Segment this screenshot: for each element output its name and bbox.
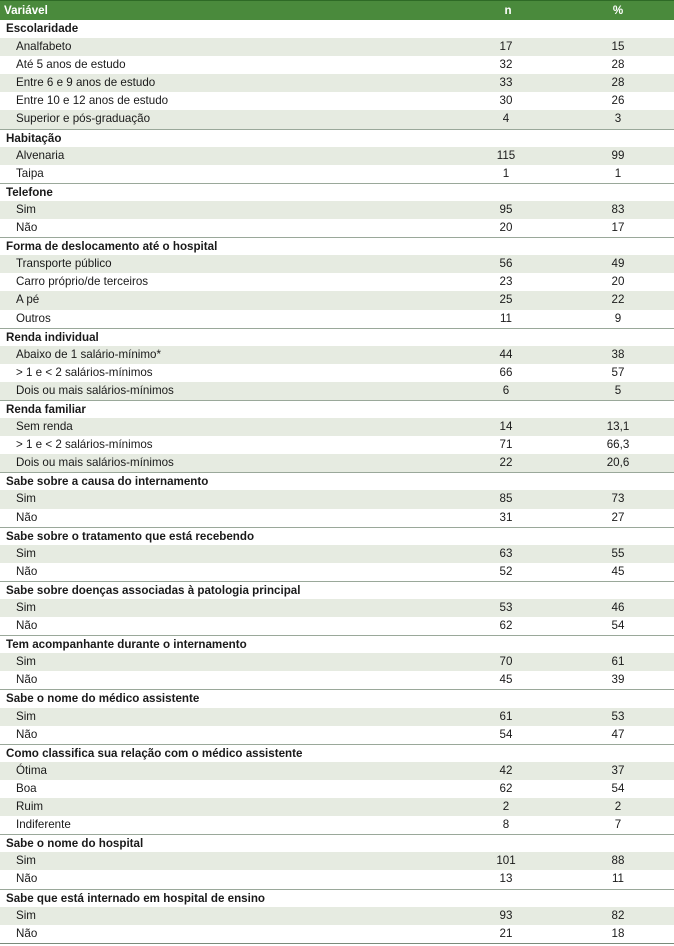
row-percent: 88 (611, 854, 625, 868)
row-percent: 1 (614, 166, 622, 180)
row-label: Sim (16, 854, 36, 868)
row-n: 54 (499, 727, 513, 741)
row-label: Analfabeto (16, 40, 72, 54)
row-percent: 5 (614, 383, 622, 397)
row-n: 14 (499, 420, 513, 434)
row-label: Não (16, 221, 38, 235)
section-title: Sabe sobre a causa do internamento (6, 475, 209, 489)
row-label: Indiferente (16, 818, 71, 832)
row-label: > 1 e < 2 salários-mínimos (16, 365, 153, 379)
row-percent: 66,3 (606, 438, 630, 452)
table-row (0, 310, 674, 328)
table-row (0, 74, 674, 92)
section-row (0, 527, 674, 545)
row-n: 33 (499, 76, 513, 90)
header-n: n (504, 4, 512, 17)
table-row (0, 762, 674, 780)
row-n: 32 (499, 58, 513, 72)
table-row (0, 780, 674, 798)
row-percent: 49 (611, 257, 625, 271)
row-n: 62 (499, 781, 513, 795)
row-n: 63 (499, 546, 513, 560)
row-percent: 54 (611, 781, 625, 795)
section-title: Sabe que está internado em hospital de ensino (6, 891, 265, 905)
row-label: Sim (16, 655, 36, 669)
section-title: Sabe sobre doenças associadas à patologia principal (6, 583, 301, 597)
table-row (0, 346, 674, 364)
row-percent: 20 (611, 275, 625, 289)
row-label: Sim (16, 709, 36, 723)
row-n: 115 (496, 148, 516, 162)
row-n: 61 (499, 709, 513, 723)
row-label: Não (16, 619, 38, 633)
row-label: Não (16, 727, 38, 741)
row-percent: 39 (611, 673, 625, 687)
row-n: 44 (499, 347, 513, 361)
section-title: Forma de deslocamento até o hospital (6, 240, 218, 254)
row-label: Sim (16, 492, 36, 506)
row-n: 22 (499, 456, 513, 470)
row-label: Carro próprio/de terceiros (16, 275, 149, 289)
row-percent: 37 (611, 763, 625, 777)
row-percent: 17 (611, 221, 625, 235)
row-n: 23 (499, 275, 513, 289)
section-row (0, 400, 674, 418)
row-n: 13 (499, 872, 513, 886)
row-n: 1 (502, 166, 510, 180)
row-label: Superior e pós-graduação (16, 112, 151, 126)
table-row (0, 418, 674, 436)
table-row (0, 870, 674, 888)
row-label: Outros (16, 311, 51, 325)
row-label: A pé (16, 293, 40, 307)
row-n: 6 (502, 383, 510, 397)
row-percent: 47 (611, 727, 625, 741)
row-label: Alvenaria (16, 148, 65, 162)
section-row (0, 183, 674, 201)
row-percent: 3 (614, 112, 622, 126)
row-percent: 2 (614, 800, 622, 814)
table-row (0, 509, 674, 527)
table-row (0, 165, 674, 183)
table-row (0, 617, 674, 635)
section-title: Tem acompanhante durante o internamento (6, 638, 247, 652)
row-percent: 22 (611, 293, 625, 307)
table-row (0, 852, 674, 870)
row-percent: 18 (611, 926, 625, 940)
table-row (0, 364, 674, 382)
row-n: 70 (499, 655, 513, 669)
section-row (0, 472, 674, 490)
row-n: 53 (499, 601, 513, 614)
row-n: 85 (499, 492, 513, 506)
row-label: > 1 e < 2 salários-mínimos (16, 438, 153, 452)
table-row (0, 38, 674, 56)
row-label: Não (16, 872, 38, 886)
row-label: Não (16, 673, 38, 687)
row-label: Não (16, 926, 38, 940)
row-n: 56 (499, 257, 513, 271)
section-row (0, 129, 674, 147)
row-label: Até 5 anos de estudo (16, 58, 126, 72)
row-n: 62 (499, 619, 513, 633)
row-percent: 54 (611, 619, 625, 633)
row-n: 8 (502, 818, 510, 832)
row-percent: 57 (611, 365, 625, 379)
row-percent: 28 (611, 58, 625, 72)
table-row (0, 726, 674, 744)
row-percent: 13,1 (606, 420, 630, 434)
row-percent: 82 (611, 908, 625, 922)
row-label: Sim (16, 546, 36, 560)
table-row (0, 671, 674, 689)
row-label: Dois ou mais salários-mínimos (16, 383, 174, 397)
row-label: Não (16, 510, 38, 524)
row-label: Ruim (16, 800, 44, 814)
table-header-row (0, 0, 674, 20)
table-row (0, 563, 674, 581)
section-row (0, 744, 674, 762)
table-row (0, 816, 674, 834)
row-n: 93 (499, 908, 513, 922)
section-title: Renda familiar (6, 402, 86, 416)
row-percent: 46 (611, 601, 625, 614)
table-row (0, 436, 674, 454)
section-row (0, 20, 674, 38)
row-n: 17 (499, 40, 513, 54)
header-variable: Variável (4, 4, 48, 17)
table-row (0, 708, 674, 726)
row-label: Sim (16, 202, 36, 216)
table-row (0, 907, 674, 925)
table-body (0, 20, 674, 944)
row-percent: 9 (614, 311, 622, 325)
section-title: Como classifica sua relação com o médico assistente (6, 746, 303, 760)
table-row (0, 454, 674, 472)
section-row (0, 635, 674, 653)
table-row (0, 291, 674, 309)
table-row (0, 545, 674, 563)
section-title: Escolaridade (6, 22, 79, 35)
row-n: 95 (499, 202, 513, 216)
table-row (0, 490, 674, 508)
row-percent: 53 (611, 709, 625, 723)
row-label: Sem renda (16, 420, 73, 434)
table-row (0, 382, 674, 400)
row-n: 71 (499, 438, 513, 452)
table-row (0, 147, 674, 165)
row-n: 45 (499, 673, 513, 687)
row-percent: 7 (614, 818, 622, 832)
row-n: 21 (499, 926, 513, 940)
row-percent: 99 (611, 148, 625, 162)
row-percent: 38 (611, 347, 625, 361)
row-label: Entre 6 e 9 anos de estudo (16, 76, 156, 90)
section-row (0, 328, 674, 346)
row-n: 42 (499, 763, 513, 777)
row-n: 52 (499, 564, 513, 578)
table-row (0, 201, 674, 219)
table-row (0, 273, 674, 291)
section-row (0, 834, 674, 852)
section-title: Renda individual (6, 330, 99, 344)
section-title: Telefone (6, 185, 53, 199)
row-label: Ótima (16, 763, 47, 777)
table-row (0, 255, 674, 273)
table-row (0, 925, 674, 943)
section-row (0, 581, 674, 599)
section-row (0, 237, 674, 255)
table-row (0, 798, 674, 816)
row-n: 11 (499, 311, 513, 325)
row-label: Transporte público (16, 257, 112, 271)
row-label: Dois ou mais salários-mínimos (16, 456, 174, 470)
row-n: 66 (499, 365, 513, 379)
row-percent: 73 (611, 492, 625, 506)
table-bottom-rule (0, 943, 674, 944)
section-title: Sabe o nome do médico assistente (6, 692, 200, 706)
row-n: 20 (499, 221, 513, 235)
section-title: Sabe o nome do hospital (6, 837, 144, 851)
row-percent: 55 (611, 546, 625, 560)
row-percent: 11 (611, 872, 625, 886)
table-row (0, 653, 674, 671)
section-title: Sabe sobre o tratamento que está recebendo (6, 529, 255, 543)
table-row (0, 92, 674, 110)
row-percent: 27 (611, 510, 625, 524)
row-percent: 45 (611, 564, 625, 578)
row-label: Sim (16, 601, 36, 614)
header-percent: % (612, 4, 624, 17)
section-row (0, 889, 674, 907)
row-label: Boa (16, 781, 37, 795)
row-n: 31 (499, 510, 513, 524)
row-n: 30 (499, 94, 513, 108)
row-percent: 83 (611, 202, 625, 216)
row-label: Entre 10 e 12 anos de estudo (16, 94, 169, 108)
row-percent: 20,6 (606, 456, 630, 470)
table-row (0, 599, 674, 617)
section-title: Habitação (6, 131, 62, 145)
row-n: 2 (502, 800, 510, 814)
row-label: Sim (16, 908, 36, 922)
row-percent: 61 (611, 655, 625, 669)
row-n: 4 (502, 112, 510, 126)
row-label: Não (16, 564, 38, 578)
row-label: Abaixo de 1 salário-mínimo* (16, 347, 161, 361)
row-n: 101 (496, 854, 516, 868)
table-row (0, 110, 674, 128)
row-percent: 28 (611, 76, 625, 90)
row-percent: 26 (611, 94, 625, 108)
table-row (0, 219, 674, 237)
row-label: Taipa (16, 166, 44, 180)
section-row (0, 689, 674, 707)
row-n: 25 (499, 293, 513, 307)
table-row (0, 56, 674, 74)
row-percent: 15 (611, 40, 625, 54)
